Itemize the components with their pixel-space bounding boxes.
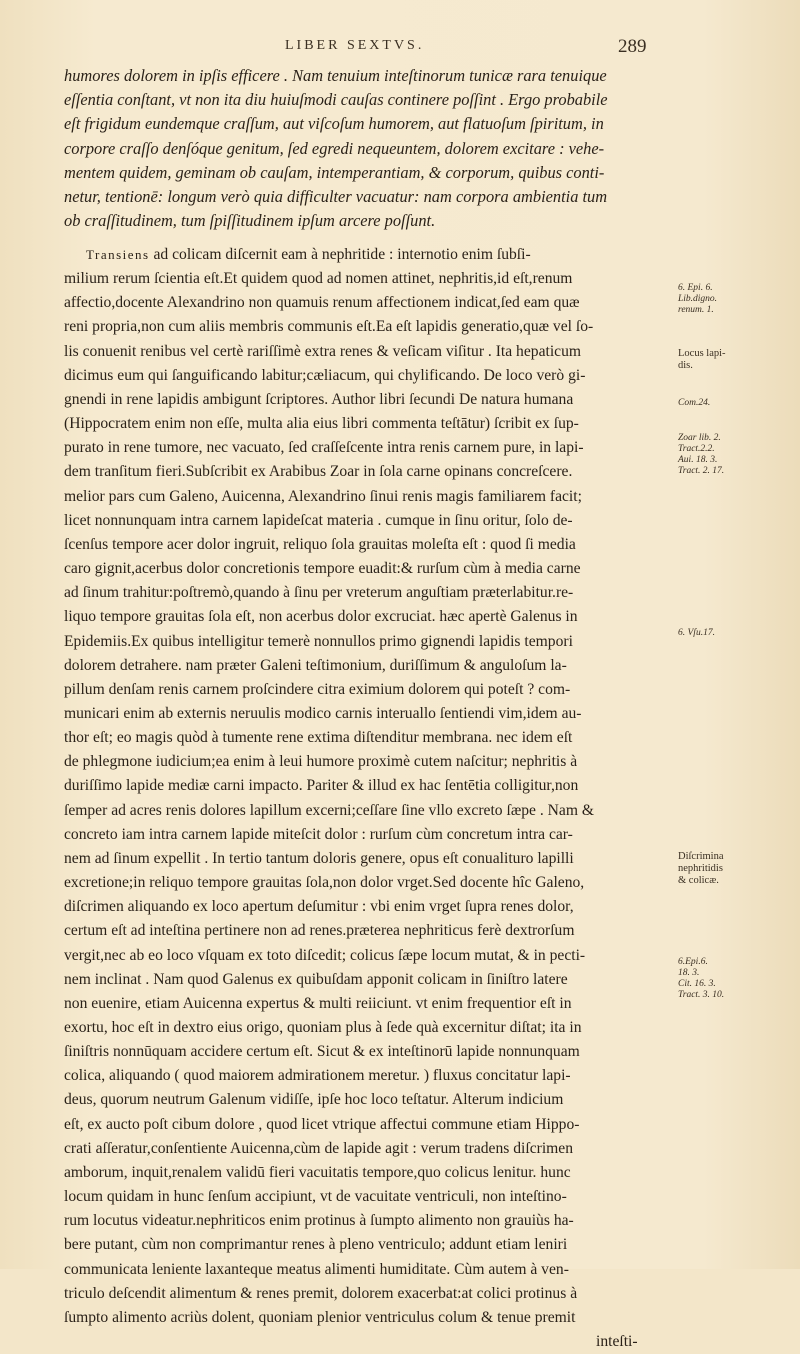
margin-note	[678, 283, 717, 316]
margin-note-line: Zoar lib. 2.	[678, 433, 721, 443]
body-line: nem ad ſinum expellit . In tertio tantum doloris genere, opus eſt conualituro lapilli	[64, 849, 574, 867]
margin-note	[678, 957, 724, 1001]
body-line: ſcenſus tempore acer dolor ingruit, reliquo ſola grauitas moleſta eſt : quod ſi media	[64, 535, 576, 553]
margin-note-line: 6.Epi.6.	[678, 957, 708, 967]
body-line: pillum denſam renis carnem proſcindere citra eximium dolorem qui poteſt ? com-	[64, 680, 571, 698]
body-line: affectio,docente Alexandrino non quamuis renum affectionem indicat,ſed eam quæ	[64, 294, 580, 312]
body-line: ad ſinum trahitur:poſtremò,quando à ſinu per vreterum anguſtiam præterlabitur.re-	[64, 584, 574, 602]
margin-note-line: Lib.digno.	[678, 294, 718, 304]
margin-note-line: Aui. 18. 3.	[678, 455, 718, 465]
body-line: triculo deſcendit alimentum & renes premit, dolorem exacerbat:at colici protinus à	[64, 1284, 578, 1302]
body-line: excretione;in reliquo tempore grauitas ſola,non dolor vrget.Sed docente hîc Galeno,	[64, 874, 585, 892]
body-line: melior pars cum Galeno, Auicenna, Alexandrino ſinui renis magis familiarem facit;	[64, 487, 582, 505]
margin-note	[678, 433, 724, 477]
body-line: diſcrimen aliquando ex loco apertum deſumitur : vbi enim vrget ſupra renes dolor,	[64, 898, 574, 916]
margin-note-line: Com.24.	[678, 398, 711, 408]
italic-line: mentem quidem, geminam ob cauſam, intemperantiam, & corporum, quibus conti-	[64, 162, 605, 182]
body-line: nem inclinat . Nam quod Galenus ex quibuſdam apponit colicam in ſiniſtro latere	[64, 970, 568, 988]
margin-note-line: Tract. 3. 10.	[678, 990, 725, 1000]
body-line: gnendi in rene lapidis ambigunt ſcriptores. Author libri ſecundi De natura humana	[64, 390, 574, 408]
italic-line: ob craſſitudinem, tum ſpiſſitudinem ipſum arcere poſſunt.	[64, 211, 436, 231]
body-line: thor eſt; eo magis quòd à tumente rene extima diſtenditur membrana. nec idem eſt	[64, 729, 573, 747]
margin-note-line: & colicæ.	[678, 875, 719, 886]
body-line: bere putant, cùm non comprimantur renes à pleno ventriculo; addunt etiam leniri	[64, 1236, 568, 1254]
body-line: lis conuenit renibus vel certè rariſſimè extra renes & veſicam viſitur . Ita hepaticum	[64, 342, 581, 360]
opening-word: Transiens	[86, 247, 150, 262]
body-line: exortu, hoc eſt in dextro eius origo, quoniam plus à ſede quà excernitur diſtat; ita in	[64, 1019, 582, 1036]
margin-note-line: renum. 1.	[678, 305, 714, 315]
italic-line: eſt frigidum eundemque craſſum, aut viſcoſum humorem, aut flatuoſum ſpiritum, in	[64, 114, 604, 134]
body-text	[64, 243, 674, 1354]
body-line: (Hippocratem enim non eſſe, multa alia eius libri commenta teſtātur) ſcribit ex ſup-	[64, 415, 579, 433]
margin-note	[678, 398, 710, 409]
body-line: liquo tempore grauitas ſola eſt, non acerbus dolor excruciat. hæc apertè Galenus in	[64, 608, 578, 626]
margin-note-line: Tract.2.2.	[678, 444, 715, 454]
body-line: purato in rene tumore, nec vacuato, ſed craſſeſcente intra renis carnem pure, in lapi-	[64, 439, 584, 457]
margin-note-line: nephritidis	[678, 863, 723, 874]
margin-note-line: Cit. 16. 3.	[678, 979, 716, 989]
body-line: Epidemiis.Ex quibus intelligitur temerè nonnullos primo gignendi lapidis tempori	[64, 632, 573, 650]
page-number: 289	[618, 36, 647, 57]
margin-note-line: 6. Vſu.17.	[678, 628, 715, 638]
body-line: dicimus eum qui ſanguificando labitur;cæliacum, qui chylificando. De loco verò gi-	[64, 366, 586, 384]
italic-line: humores dolorem in ipſis efficere . Nam tenuium inteſtinorum tunicæ rara tenuique	[64, 66, 607, 85]
body-line: ſumpto alimento acriùs dolent, quoniam plenior ventriculus colum & tenue premit	[64, 1308, 576, 1326]
margin-note	[678, 628, 715, 639]
body-line: reni propria,non cum aliis membris communis eſt.Ea eſt lapidis generatio,quæ vel ſo-	[64, 318, 594, 336]
italic-passage	[64, 64, 676, 233]
catchword: inteſti-	[596, 1333, 638, 1351]
body-line: communicata leniente laxanteque meatus alimenti humiditate. Cùm autem à ven-	[64, 1260, 569, 1278]
page-header	[0, 36, 800, 60]
body-line: caro gignit,acerbus dolor concretionis tempore euadit:& rurſum cùm à media carne	[64, 560, 581, 578]
body-line-first	[64, 243, 674, 267]
margin-note-line: 6. Epi. 6.	[678, 283, 713, 293]
body-line: colica, aliquando ( quod maiorem admirationem meretur. ) fluxus concitatur lapi-	[64, 1067, 571, 1085]
body-line: vergit,nec ab eo loco vſquam ex toto diſcedit; colicus ſæpe locum mutat, & in pecti-	[64, 946, 586, 964]
body-line: eſt, ex aucto poſt cibum dolore , quod licet vtrique affectui commune etiam Hippo-	[64, 1115, 580, 1133]
body-line: non euenire, etiam Auicenna expertus & multi reiiciunt. vt enim frequentior eſt in	[64, 994, 572, 1012]
body-line: licet nonnunquam intra carnem lapideſcat materia . cumque in ſinu oritur, ſolo de-	[64, 511, 573, 529]
body-line: rum locutus videatur.nephriticos enim protinus à ſumpto alimento non grauiùs ha-	[64, 1212, 574, 1230]
body-line: crati aſſeratur,conſentiente Auicenna,cùm de lapide agit : verum tradens diſcrimen	[64, 1139, 573, 1157]
body-line: duriſſimo lapide mediæ carni impacto. Pariter & illud ex hac ſentētia colligitur,non	[64, 777, 579, 795]
body-line: amborum, inquit,renalem validū fieri vacuitatis tempore,quo colicus lenitur. hunc	[64, 1163, 571, 1181]
margin-note-line: Diſcrimina	[678, 851, 724, 862]
margin-note	[678, 851, 724, 887]
body-line: concreto iam intra carnem lapide miteſcit dolor : rurſum cùm concretum intra car-	[64, 825, 573, 843]
body-line: dolorem detrahere. nam præter Galeni teſtimonium, duriſſimum & anguloſum la-	[64, 656, 567, 674]
italic-line: corpore craſſo denſóque genitum, ſed egredi nequeuntem, dolorem excitare : vehe-	[64, 138, 605, 158]
body-line: ſiniſtris nonnūquam accidere certum eſt. Sicut & ex inteſtinorū lapide nonnunquam	[64, 1043, 580, 1061]
running-head: LIBER SEXTVS.	[285, 38, 425, 53]
first-line-rest: ad colicam diſcernit eam à nephritide : internotio enim ſubſi-	[149, 246, 531, 263]
body-line: milium rerum ſcientia eſt.Et quidem quod ad nomen attinet, nephritis,id eſt,renum	[64, 270, 573, 288]
italic-line: netur, tentionē: longum verò quia difficulter vacuatur: nam corpora ambientia tum	[64, 187, 608, 207]
margin-note-line: dis.	[678, 360, 693, 371]
italic-line: eſſentia conſtant, vt non ita diu huiuſmodi cauſas continere poſſint . Ergo probabile	[64, 90, 608, 110]
margin-note-line: 18. 3.	[678, 968, 700, 978]
body-line: certum eſt ad inteſtina pertinere non ad renes.præterea nephriticus ferè dextrorſum	[64, 922, 575, 940]
margin-note-line: Tract. 2. 17.	[678, 466, 725, 476]
body-line: dem tranſitum fieri.Subſcribit ex Arabibus Zoar in ſola carne opinans concreſcere.	[64, 463, 573, 481]
body-line: ſemper ad acres renis dolores lapillum excerni;ceſſare ſine vllo excreto ſæpe . Nam &	[64, 801, 594, 819]
body-line: de phlegmone iudicium;ea enim à leui humore proximè cutem naſcitur; nephritis à	[64, 753, 578, 771]
body-line: municari enim ab externis neruulis modico carnis interuallo ſentiendi vim,idem au-	[64, 704, 582, 722]
margin-note	[678, 348, 726, 372]
body-line: deus, quorum neutrum Galenum vidiſſe, ipſe hoc loco teſtatur. Alterum indicium	[64, 1091, 564, 1109]
body-line: locum quidam in hunc ſenſum accipiunt, vt de vacuitate ventriculi, non inteſtino-	[64, 1188, 567, 1206]
margin-note-line: Locus lapi-	[678, 348, 726, 359]
